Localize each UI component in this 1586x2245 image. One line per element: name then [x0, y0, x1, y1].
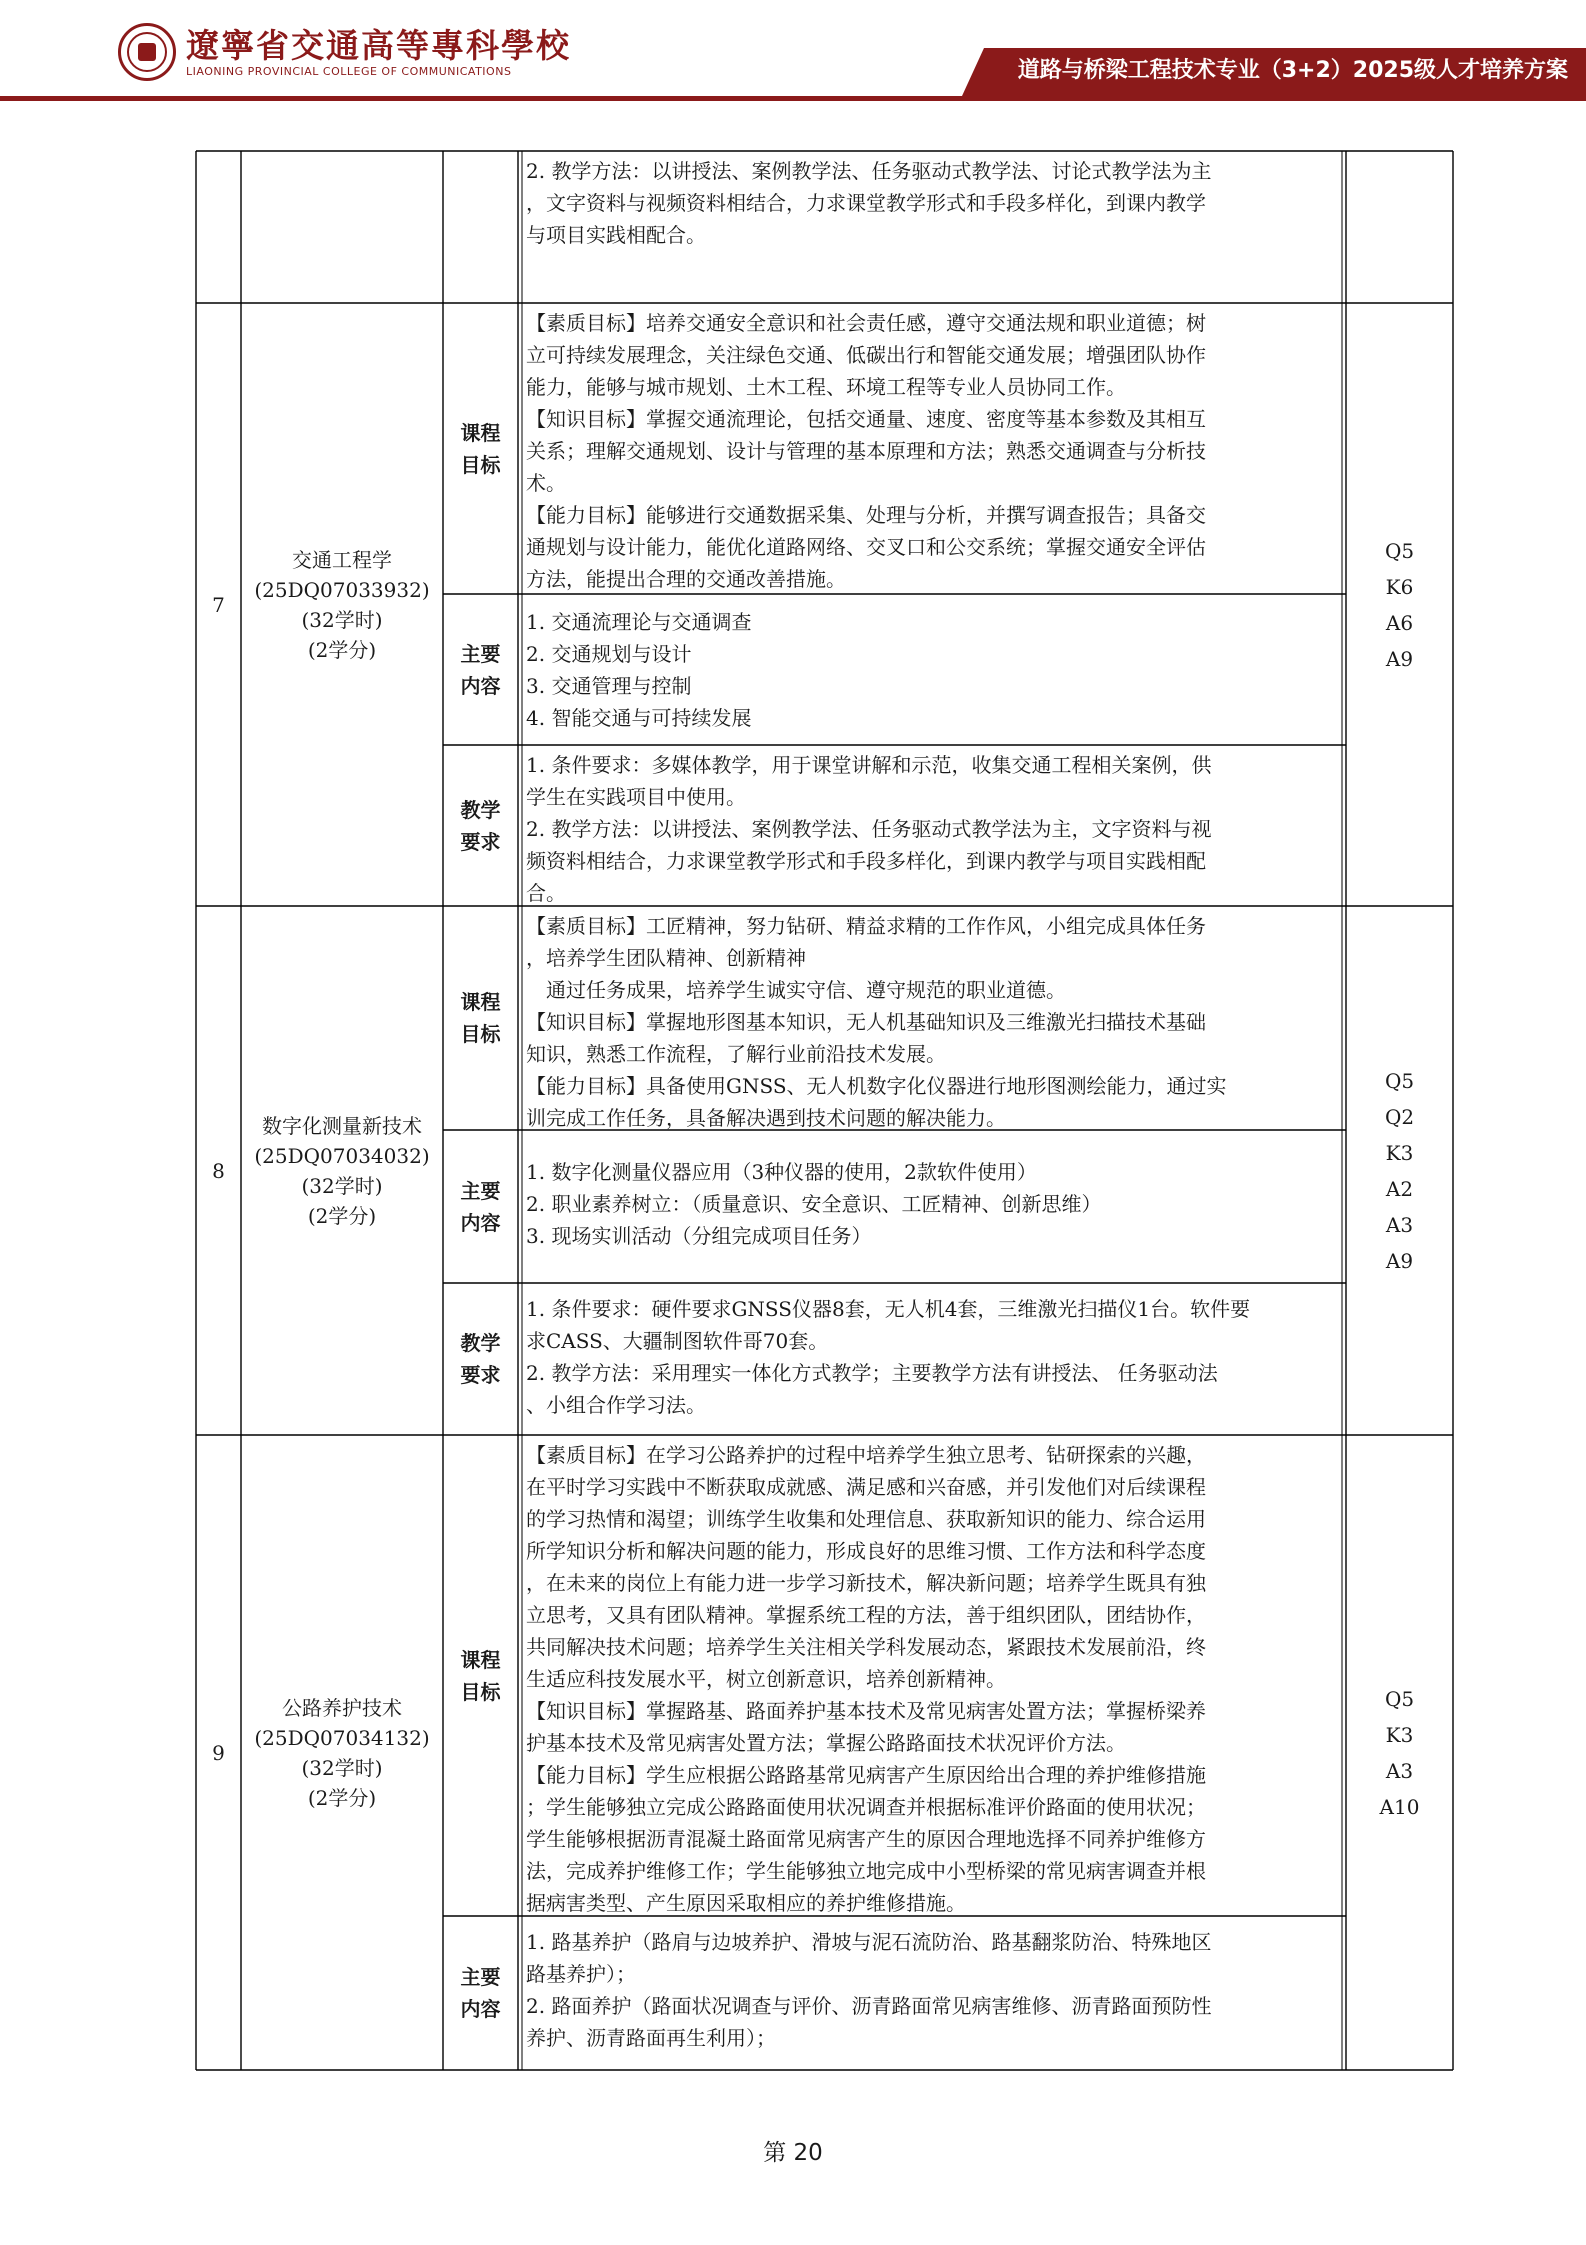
row-7-req-label: 教学 要求 — [460, 797, 501, 854]
row-7-codes: Q5 K6 A6 A9 — [1384, 538, 1415, 671]
row-9-number: 9 — [212, 1740, 225, 1765]
row-9-goal-text: 【素质目标】在学习公路养护的过程中培养学生独立思考、钻研探索的兴趣， 在平时学习实践中不断获取成就感、满足感和兴奋感，并引发他们对后续课程 的学习热情和渴望；训练学生收集和处理信息、获取新知识的能力、综合运用 所学知识分析和解决问题的能力，形成良好的思维习惯、工作方法和科学态度 ，在未来的岗位上有能力进一步学习新技术，解决新问题；培养学生既具有独 立思考，又具有团队精神。掌握系统工程的方法，善于组织团队，团结协作， 共同解决技术问题；培养学生关注相关学科发展动态，紧跟技术发展前沿，终 生适应科技发展水平，树立创新意识，培养创新精神。 【知识目标】掌握路基、路面养护基本技术及常见病害处置方法；掌握桥梁养 护基本技术及常见病害处置方法；掌握公路路面技术状况评价方法。 【能力目标】学生应根据公路路基常见病害产生原因给出合理的养护维修措施 ；学生能够独立完成公路路面使用状况调查并根据标准评价路面的使用状况； 学生能够根据沥青混凝土路面常见病害产生的原因合理地选择不同养护维修方 法，完成养护维修工作；学生能够独立地完成中小型桥梁的常见病害调查并根 据病害类型、产生原因采取相应的养护维修措施。 — [526, 1443, 1206, 1915]
school-name-cn: 遼寧省交通高等專科學校 — [186, 25, 571, 65]
row-8-content-label: 主要 内容 — [460, 1178, 501, 1235]
row-9-content-text: 1. 路基养护（路肩与边坡养护、滑坡与泥石流防治、路基翻浆防治、特殊地区 路基养护）； 2. 路面养护（路面状况调查与评价、沥青路面常见病害维修、沥青路面预防性 养护、沥青路面再生利用）； — [526, 1930, 1212, 2050]
row-8-goal-label: 课程 目标 — [460, 990, 501, 1046]
row-7-number: 7 — [212, 592, 225, 617]
row-8-req-text: 1. 条件要求：硬件要求GNSS仪器8套，无人机4套，三维激光扫描仪1台。软件要 求CASS、大疆制图软件哥70套。 2. 教学方法：采用理实一体化方式教学；主要教学方法有讲授法、 任务驱动法 、小组合作学习法。 — [526, 1297, 1251, 1417]
row-9-course-name: 公路养护技术 (25DQ07034132) (32学时) (2学分) — [254, 1695, 430, 1810]
row-7-course-name: 交通工程学 (25DQ07033932) (32学时) (2学分) — [254, 547, 430, 662]
row-8-goal-text: 【素质目标】工匠精神，努力钻研、精益求精的工作作风，小组完成具体任务 ，培养学生团队精神、创新精神 通过任务成果，培养学生诚实守信、遵守规范的职业道德。 【知识目标】掌握地形图基本知识，无人机基础知识及三维激光扫描技术基础 知识，熟悉工作流程，了解行业前沿技术发展。 【能力目标】具备使用GNSS、无人机数字化仪器进行地形图测绘能力，通过实 训完成工作任务，具备解决遇到技术问题的解决能力。 — [526, 914, 1227, 1130]
row-7-content-label: 主要 内容 — [460, 641, 501, 698]
row-cont-req: 2. 教学方法：以讲授法、案例教学法、任务驱动式教学法、讨论式教学法为主 ，文字资料与视频资料相结合，力求课堂教学形式和手段多样化，到课内教学 与项目实践相配合。 — [526, 159, 1212, 247]
row-8-req-label: 教学 要求 — [460, 1331, 501, 1387]
row-8-course-name: 数字化测量新技术 (25DQ07034032) (32学时) (2学分) — [254, 1113, 430, 1228]
row-7-content-text: 1. 交通流理论与交通调查 2. 交通规划与设计 3. 交通管理与控制 4. 智能交通与可持续发展 — [526, 610, 752, 730]
row-9-codes: Q5 K3 A3 A10 — [1379, 1686, 1420, 1819]
row-9-goal-label: 课程 目标 — [460, 1647, 501, 1704]
row-7-req-text: 1. 条件要求：多媒体教学，用于课堂讲解和示范，收集交通工程相关案例，供 学生在实践项目中使用。 2. 教学方法：以讲授法、案例教学法、任务驱动式教学法为主，文字资料与视 频资料相结合，力求课堂教学形式和手段多样化，到课内教学与项目实践相配 合。 — [526, 753, 1212, 905]
page-number: 第 20 — [763, 2140, 823, 2166]
row-7-goal-label: 课程 目标 — [460, 420, 501, 477]
document-title: 道路与桥梁工程技术专业（3+2）2025级人才培养方案 — [1017, 58, 1568, 83]
row-8-number: 8 — [212, 1158, 225, 1183]
row-8-codes: Q5 Q2 K3 A2 A3 A9 — [1384, 1068, 1415, 1273]
school-name-en: LIAONING PROVINCIAL COLLEGE OF COMMUNICATIONS — [186, 64, 512, 78]
row-8-content-text: 1. 数字化测量仪器应用（3种仪器的使用，2款软件使用） 2. 职业素养树立：（质量意识、安全意识、工匠精神、创新思维） 3. 现场实训活动（分组完成项目任务） — [526, 1160, 1102, 1248]
row-7-goal-text: 【素质目标】培养交通安全意识和社会责任感，遵守交通法规和职业道德；树 立可持续发展理念，关注绿色交通、低碳出行和智能交通发展；增强团队协作 能力，能够与城市规划、土木工程、环境工程等专业人员协同工作。 【知识目标】掌握交通流理论，包括交通量、速度、密度等基本参数及其相互 关系；理解交通规划、设计与管理的基本原理和方法；熟悉交通调查与分析技 术。 【能力目标】能够进行交通数据采集、处理与分析，并撰写调查报告；具备交 通规划与设计能力，能优化道路网络、交叉口和公交系统；掌握交通安全评估 方法，能提出合理的交通改善措施。 — [526, 311, 1206, 591]
row-9-content-label: 主要 内容 — [460, 1965, 501, 2021]
